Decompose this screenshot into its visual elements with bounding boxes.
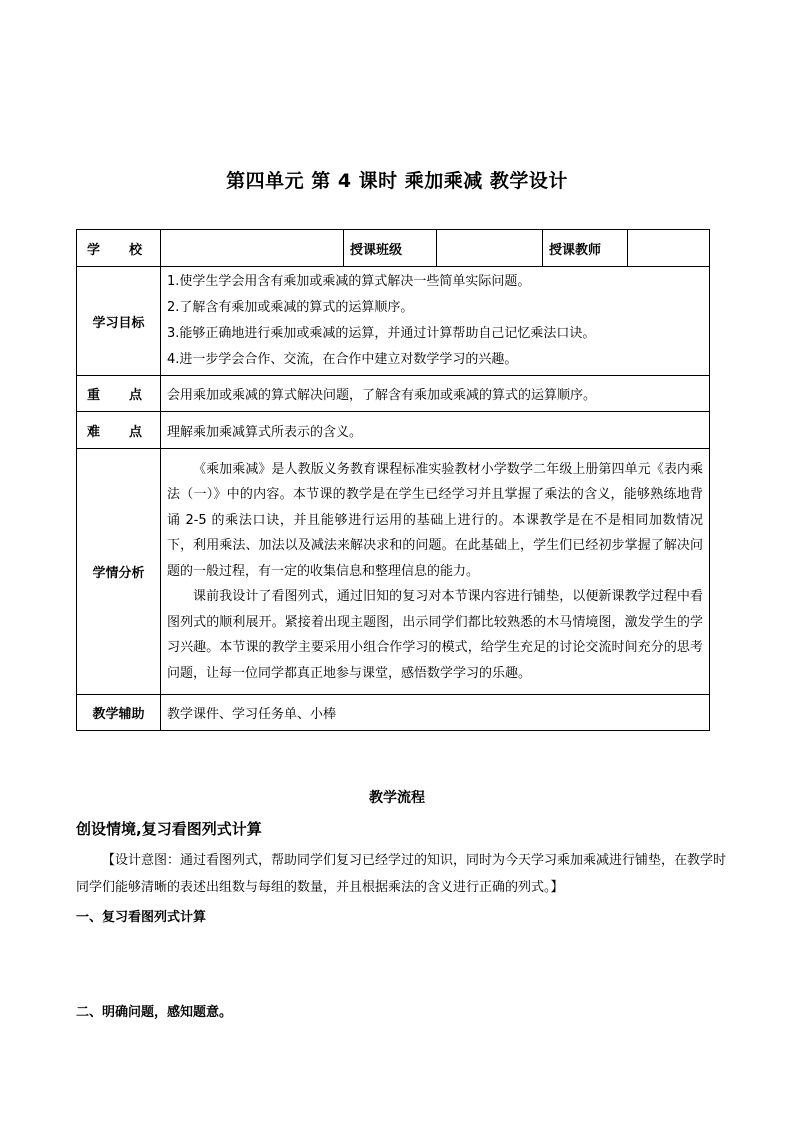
class-value <box>437 230 543 267</box>
key-label: 重 点 <box>77 376 161 412</box>
section-heading: 创设情境,复习看图列式计算 <box>76 820 262 838</box>
key-text: 会用乘加或乘减的算式解决问题，了解含有乘加或乘减的算式的运算顺序。 <box>161 376 710 412</box>
design-intent: 【设计意图：通过看图列式，帮助同学们复习已经学过的知识，同时为今天学习乘加乘减进行铺垫，在教学时同学们能够清晰的表述出组数与每组的数量，并且根据乘法的含义进行正确的列式。】 <box>76 853 727 895</box>
goals-cell <box>161 267 710 376</box>
goals-label: 学习目标 <box>77 267 161 376</box>
difficulty-text: 理解乘加乘减算式所表示的含义。 <box>161 412 710 449</box>
goal-item: 4.进一步学会合作、交流，在合作中建立对数学学习的兴趣。 <box>167 352 518 367</box>
class-label: 授课班级 <box>344 230 437 267</box>
table-row-difficulty <box>77 412 710 449</box>
school-label: 学 校 <box>77 230 161 267</box>
goal-item: 3.能够正确地进行乘加或乘减的运算，并通过计算帮助自己记忆乘法口诀。 <box>167 326 596 341</box>
goal-item: 1.使学生学会用含有乘加或乘减的算式解决一些简单实际问题。 <box>167 274 531 289</box>
part2-heading: 二、明确问题，感知题意。 <box>76 1005 233 1020</box>
aids-label: 教学辅助 <box>77 695 161 731</box>
table-row-header <box>77 230 710 267</box>
analysis-paragraph: 课前我设计了看图列式，通过旧知的复习对本节课内容进行铺垫，以便新课教学过程中看图列式的顺利展开。紧接着出现主题图，出示同学们都比较熟悉的木马情境图，激发学生的学习兴趣。本节课的教学主要采用小组合作学习的模式，给学生充足的讨论交流时间充分的思考问题，让每一位同学都真正地参与课堂，感悟数学学习的乐趣。 <box>167 589 703 681</box>
table-row-analysis <box>77 449 710 695</box>
difficulty-label: 难 点 <box>77 412 161 449</box>
school-value <box>161 230 344 267</box>
flow-title: 教学流程 <box>369 790 425 806</box>
teacher-value <box>628 230 710 267</box>
teacher-label: 授课教师 <box>543 230 628 267</box>
aids-text: 教学课件、学习任务单、小棒 <box>161 695 710 731</box>
part1-heading: 一、复习看图列式计算 <box>76 910 207 925</box>
analysis-cell <box>161 449 710 695</box>
goal-item: 2.了解含有乘加或乘减的算式的运算顺序。 <box>167 300 414 315</box>
table-row-aids <box>77 695 710 731</box>
analysis-label: 学情分析 <box>77 449 161 695</box>
lesson-info-table <box>76 229 710 731</box>
document-title: 第四单元 第 4 课时 乘加乘减 教学设计 <box>226 170 568 192</box>
analysis-paragraph: 《乘加乘减》是人教版义务教育课程标准实验教材小学数学二年级上册第四单元《表内乘法（一）》中的内容。本节课的教学是在学生已经学习并且掌握了乘法的含义，能够熟练地背诵 2-5 的乘法口诀，并且能够进行运用的基础上进行的。本课教学是在不是相同加数情况下，利用乘法、加法以及减法来解决求和的问题。在此基础上，学生们已经初步掌握了解决问题的一般过程，有一定的收集信息和整理信息的能力。 <box>167 461 703 579</box>
table-row-goals <box>77 267 710 376</box>
table-row-key <box>77 376 710 412</box>
